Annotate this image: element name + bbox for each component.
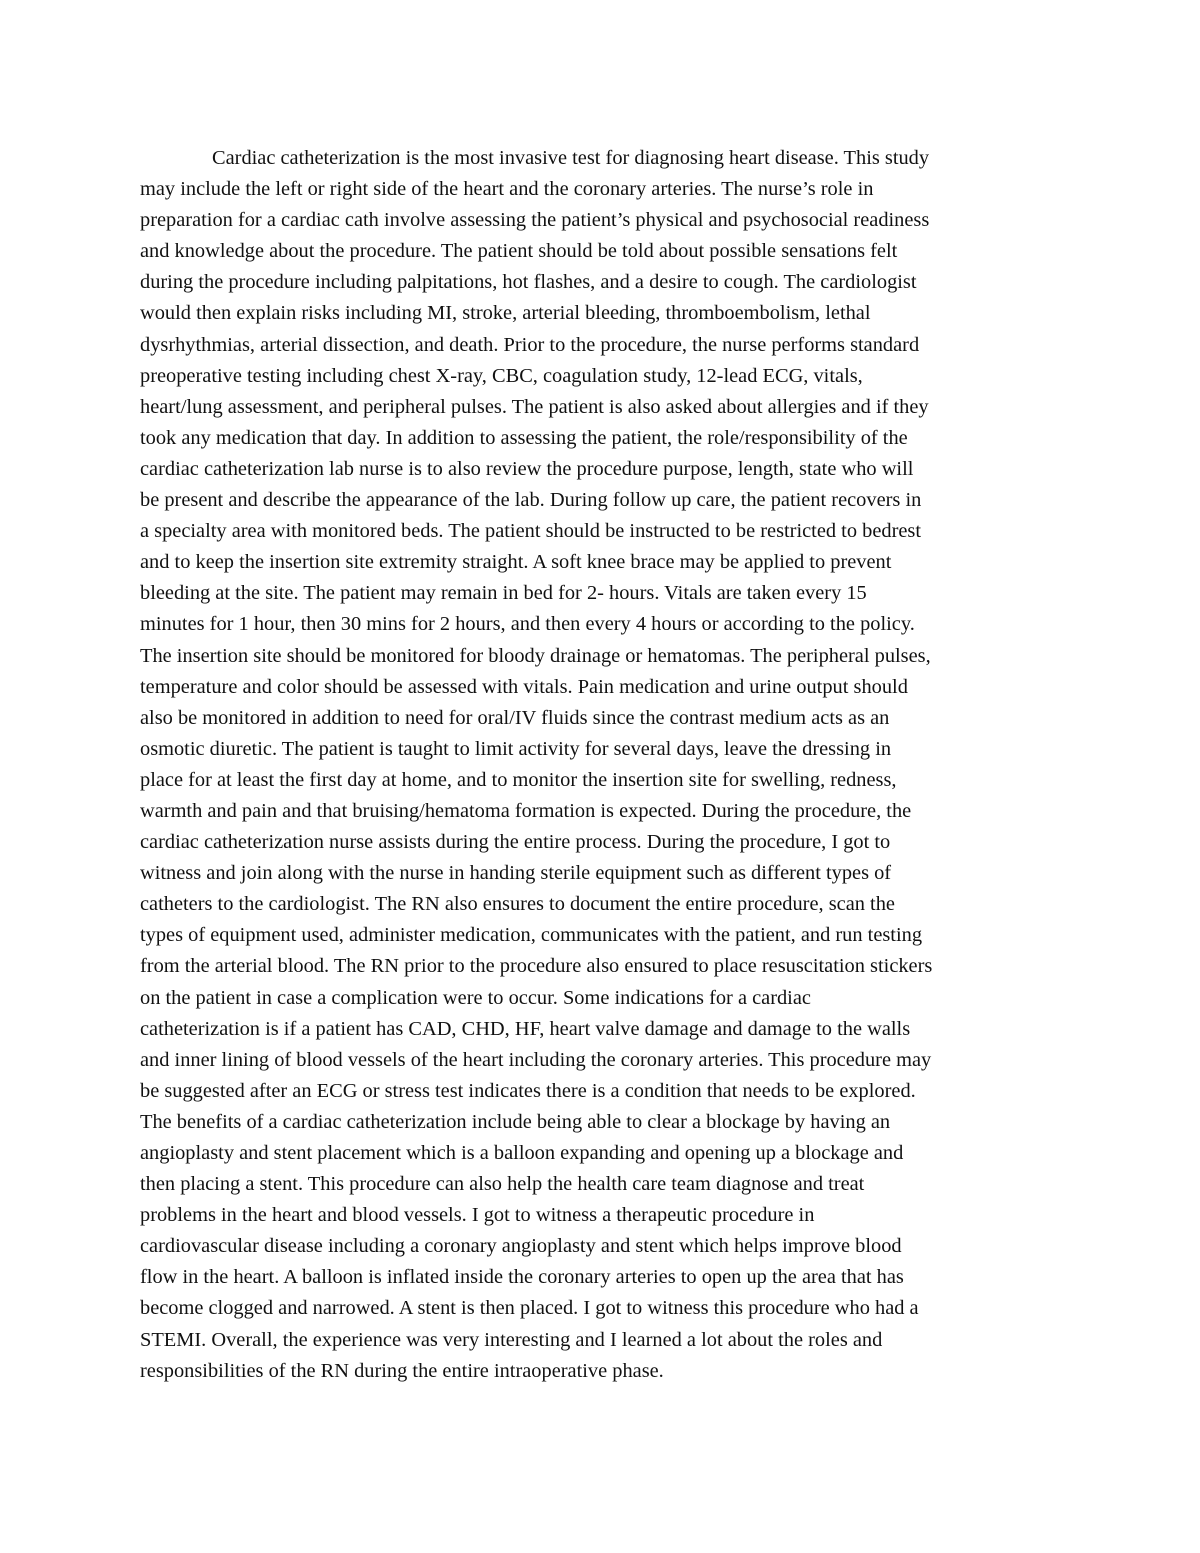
paragraph-line: angioplasty and stent placement which is a balloon expanding and opening up a blockage and (140, 1142, 904, 1164)
paragraph-line: responsibilities of the RN during the entire intraoperative phase. (140, 1359, 664, 1382)
paragraph-line: warmth and pain and that bruising/hematoma formation is expected. During the procedure, the (140, 799, 912, 822)
paragraph-line: heart/lung assessment, and peripheral pulses. The patient is also asked about allergies and if they (140, 395, 929, 418)
paragraph-line: and inner lining of blood vessels of the heart including the coronary arteries. This procedure may (140, 1048, 932, 1071)
paragraph-line: Cardiac catheterization is the most invasive test for diagnosing heart disease. This study (212, 147, 930, 169)
paragraph-line: may include the left or right side of the heart and the coronary arteries. The nurse’s role in (140, 178, 874, 201)
paragraph-line: cardiac catheterization lab nurse is to also review the procedure purpose, length, state who will (140, 457, 914, 480)
paragraph-line: and knowledge about the procedure. The patient should be told about possible sensations felt (140, 240, 898, 263)
paragraph-line: from the arterial blood. The RN prior to the procedure also ensured to place resuscitation stickers (140, 955, 933, 978)
paragraph-line: then placing a stent. This procedure can also help the health care team diagnose and treat (140, 1173, 865, 1196)
paragraph-line: flow in the heart. A balloon is inflated inside the coronary arteries to open up the area that has (140, 1266, 904, 1289)
paragraph-line: temperature and color should be assessed with vitals. Pain medication and urine output should (140, 675, 908, 698)
paragraph-line: also be monitored in addition to need for oral/IV fluids since the contrast medium acts as an (140, 706, 890, 729)
paragraph-line: cardiac catheterization nurse assists during the entire process. During the procedure, I got to (140, 831, 891, 854)
paragraph-line: and to keep the insertion site extremity straight. A soft knee brace may be applied to prevent (140, 551, 892, 574)
paragraph-line: The benefits of a cardiac catheterization include being able to clear a blockage by having an (140, 1110, 891, 1133)
body-paragraph (140, 143, 1065, 1387)
paragraph-line: types of equipment used, administer medication, communicates with the patient, and run testing (140, 924, 923, 947)
paragraph-line: preparation for a cardiac cath involve assessing the patient’s physical and psychosocial readiness (140, 209, 930, 232)
paragraph-line: problems in the heart and blood vessels. I got to witness a therapeutic procedure in (140, 1204, 815, 1227)
paragraph-line: STEMI. Overall, the experience was very interesting and I learned a lot about the roles and (140, 1328, 883, 1351)
paragraph-line: become clogged and narrowed. A stent is then placed. I got to witness this procedure who had a (140, 1297, 919, 1320)
paragraph-line: cardiovascular disease including a coronary angioplasty and stent which helps improve blood (140, 1235, 902, 1258)
paragraph-line: bleeding at the site. The patient may remain in bed for 2- hours. Vitals are taken every 15 (140, 582, 867, 605)
paragraph-line: took any medication that day. In addition to assessing the patient, the role/responsibility of the (140, 426, 908, 449)
paragraph-line: a specialty area with monitored beds. The patient should be instructed to be restricted to bedrest (140, 520, 922, 543)
paragraph-line: place for at least the first day at home, and to monitor the insertion site for swelling, redness, (140, 768, 897, 791)
paragraph-line: be present and describe the appearance of the lab. During follow up care, the patient recovers in (140, 489, 922, 512)
paragraph-line: The insertion site should be monitored for bloody drainage or hematomas. The peripheral pulses, (140, 644, 931, 667)
paragraph-line: catheterization is if a patient has CAD, CHD, HF, heart valve damage and damage to the walls (140, 1017, 911, 1040)
paragraph-line: osmotic diuretic. The patient is taught to limit activity for several days, leave the dressing in (140, 737, 892, 760)
paragraph-line: on the patient in case a complication were to occur. Some indications for a cardiac (140, 986, 811, 1009)
paragraph-line: catheters to the cardiologist. The RN also ensures to document the entire procedure, scan the (140, 893, 895, 916)
paragraph-line: would then explain risks including MI, stroke, arterial bleeding, thromboembolism, lethal (140, 302, 871, 325)
paragraph-line: dysrhythmias, arterial dissection, and death. Prior to the procedure, the nurse performs standard (140, 333, 920, 356)
paragraph-line: during the procedure including palpitations, hot flashes, and a desire to cough. The cardiologist (140, 271, 917, 294)
paragraph-line: witness and join along with the nurse in handing sterile equipment such as different types of (140, 862, 892, 885)
paragraph-line: minutes for 1 hour, then 30 mins for 2 hours, and then every 4 hours or according to the policy. (140, 613, 915, 636)
paragraph-line: be suggested after an ECG or stress test indicates there is a condition that needs to be explored. (140, 1079, 916, 1102)
paragraph-line: preoperative testing including chest X-ray, CBC, coagulation study, 12-lead ECG, vitals, (140, 364, 863, 387)
